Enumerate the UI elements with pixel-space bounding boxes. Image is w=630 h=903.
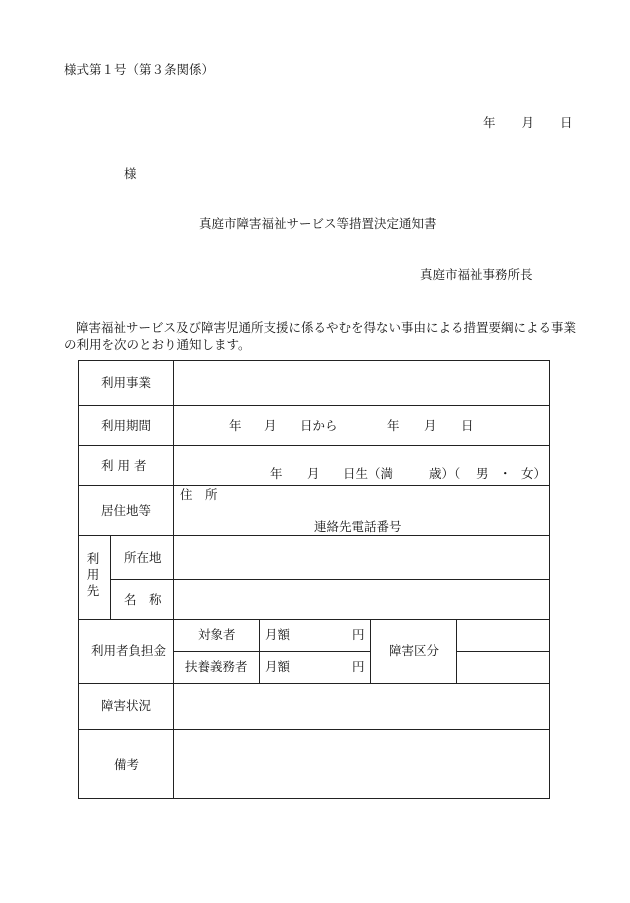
date-month-label: 月 bbox=[521, 115, 535, 130]
subject-monthly-label: 月額 bbox=[265, 627, 291, 642]
form-number: 様式第１号（第３条関係） bbox=[64, 62, 215, 77]
disability-status-label: 障害状況 bbox=[101, 698, 152, 713]
supporter-monthly-label: 月額 bbox=[265, 659, 291, 674]
column-divider bbox=[259, 619, 260, 683]
date-year-label: 年 bbox=[483, 115, 496, 130]
column-divider bbox=[456, 619, 457, 683]
period-end-year: 年 bbox=[387, 418, 400, 433]
column-divider bbox=[370, 619, 371, 683]
subject-label: 対象者 bbox=[198, 627, 236, 642]
supporter-label: 扶養義務者 bbox=[185, 659, 248, 674]
birth-day: 日生（満 bbox=[343, 466, 394, 481]
issue-date bbox=[483, 115, 573, 131]
age-suffix: 歳）（ bbox=[429, 466, 461, 481]
sex-female: 女） bbox=[521, 466, 547, 481]
date-day-label: 日 bbox=[560, 115, 573, 130]
column-divider bbox=[173, 360, 174, 799]
sex-male: 男 bbox=[476, 466, 489, 481]
birth-year: 年 bbox=[270, 466, 283, 481]
addressee-suffix: 様 bbox=[124, 166, 137, 181]
remarks-label: 備考 bbox=[114, 757, 140, 772]
column-divider bbox=[110, 535, 111, 619]
intro-line-2: の利用を次のとおり通知します。 bbox=[64, 337, 251, 352]
intro-paragraph bbox=[64, 319, 577, 353]
destination-label-char: 用 bbox=[86, 567, 100, 582]
intro-line-1: 障害福祉サービス及び障害児通所支援に係るやむを得ない事由による措置要綱による事業 bbox=[76, 320, 577, 335]
row-divider bbox=[78, 683, 550, 684]
sex-separator: ・ bbox=[499, 466, 512, 481]
period-start-year: 年 bbox=[229, 418, 242, 433]
subject-yen-label: 円 bbox=[352, 627, 365, 642]
location-label: 所在地 bbox=[124, 550, 162, 565]
row-divider bbox=[78, 729, 550, 730]
row-divider bbox=[78, 535, 550, 536]
disability-class-label: 障害区分 bbox=[389, 643, 440, 658]
period-start-day: 日から bbox=[300, 418, 338, 433]
birth-month: 月 bbox=[307, 466, 320, 481]
period-end-month: 月 bbox=[424, 418, 437, 433]
period-end-day: 日 bbox=[461, 418, 474, 433]
destination-label-char: 利 bbox=[86, 551, 100, 566]
residence-label: 居住地等 bbox=[101, 503, 152, 518]
service-label: 利用事業 bbox=[101, 375, 152, 390]
issuer-name: 真庭市福祉事務所長 bbox=[420, 267, 533, 282]
row-divider bbox=[78, 445, 550, 446]
contact-phone-label: 連絡先電話番号 bbox=[314, 519, 402, 534]
destination-label-char: 先 bbox=[86, 583, 100, 598]
row-divider bbox=[456, 651, 550, 652]
address-label: 住 所 bbox=[180, 487, 218, 502]
period-start-month: 月 bbox=[264, 418, 277, 433]
row-divider bbox=[78, 405, 550, 406]
facility-name-label: 名 称 bbox=[124, 592, 162, 607]
row-divider bbox=[78, 485, 550, 486]
row-divider bbox=[173, 651, 370, 652]
document-title: 真庭市障害福祉サービス等措置決定通知書 bbox=[199, 216, 437, 231]
burden-label: 利用者負担金 bbox=[91, 643, 167, 658]
row-divider bbox=[110, 579, 550, 580]
supporter-yen-label: 円 bbox=[352, 659, 365, 674]
user-label: 利 用 者 bbox=[101, 458, 147, 473]
row-divider bbox=[78, 619, 550, 620]
period-label: 利用期間 bbox=[101, 418, 152, 433]
destination-label bbox=[86, 551, 100, 599]
